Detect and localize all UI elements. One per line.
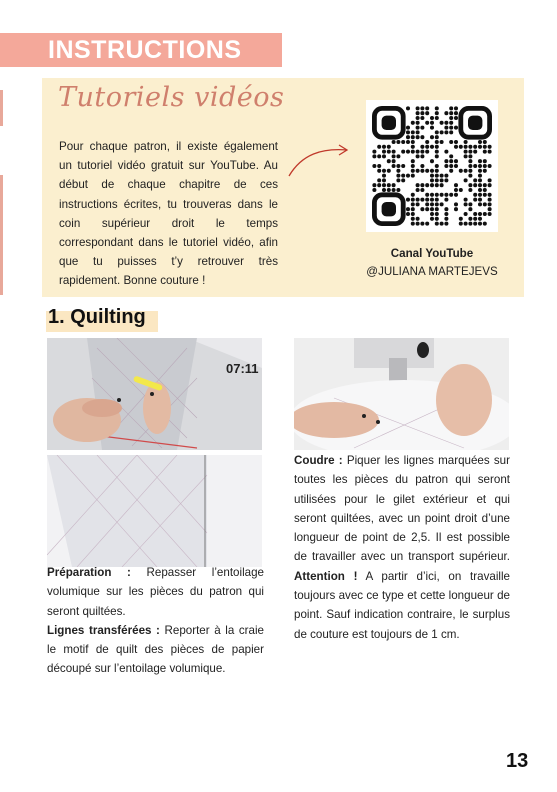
youtube-qr-code[interactable] <box>366 100 498 232</box>
page-number: 13 <box>506 750 529 772</box>
youtube-channel-label: Canal YouTube <box>390 247 474 260</box>
video-timestamp: 07:11 <box>226 361 259 376</box>
page-title: INSTRUCTIONS <box>48 36 242 64</box>
right-column-text <box>294 451 510 644</box>
sew-text: Piquer les lignes marquées sur toutes les pièces du patron qui seront utilisées pour le gilet extérieur et qui seront quiltées, avec un point droit d’une longueur de point de 2,5. Il est possible de travailler avec un transport supérieur. <box>294 454 510 564</box>
tutorial-title: Tutoriels vidéos <box>58 82 285 113</box>
arrow-icon <box>286 140 352 180</box>
youtube-channel-handle: @JULIANA MARTEJEVS <box>366 265 498 278</box>
sew-label: Coudre : <box>294 454 343 467</box>
photo-marking-pattern <box>47 338 262 450</box>
transferred-lines-text: Reporter à la craie le motif de quilt des pièces de papier découpé sur l’entoilage volumique. <box>47 623 264 676</box>
photo-transferred-lines <box>47 455 262 567</box>
preparation-label: Préparation : <box>47 566 131 579</box>
preparation-text: Repasser l’entoilage volumique sur les pièces du patron qui seront quiltées. <box>47 566 264 618</box>
section-title: 1. Quilting <box>48 306 146 328</box>
qr-code-icon <box>372 106 492 226</box>
page-edge-mark <box>0 175 3 295</box>
attention-label: Attention ! <box>294 569 358 583</box>
transferred-lines-label: Lignes transférées : <box>47 623 160 637</box>
attention-text: A partir d’ici, on travaille toujours avec ce type et cette longueur de point. Sauf indication contraire, le surplus de couture est toujours de 1 cm. <box>294 569 511 641</box>
left-column-text <box>47 563 264 679</box>
photo-sewing-machine <box>294 338 509 450</box>
page-edge-mark <box>0 90 3 126</box>
tutorial-text: Pour chaque patron, il existe également un tutoriel vidéo gratuit sur YouTube. Au début de chaque chapitre de ces instructions écrites, tu trouveras dans le coin supérieur droit le temps correspondant dans le tutoriel vidéo, afin que tu puisses t’y retrouver très rapidement. Bonne couture ! <box>59 140 278 288</box>
